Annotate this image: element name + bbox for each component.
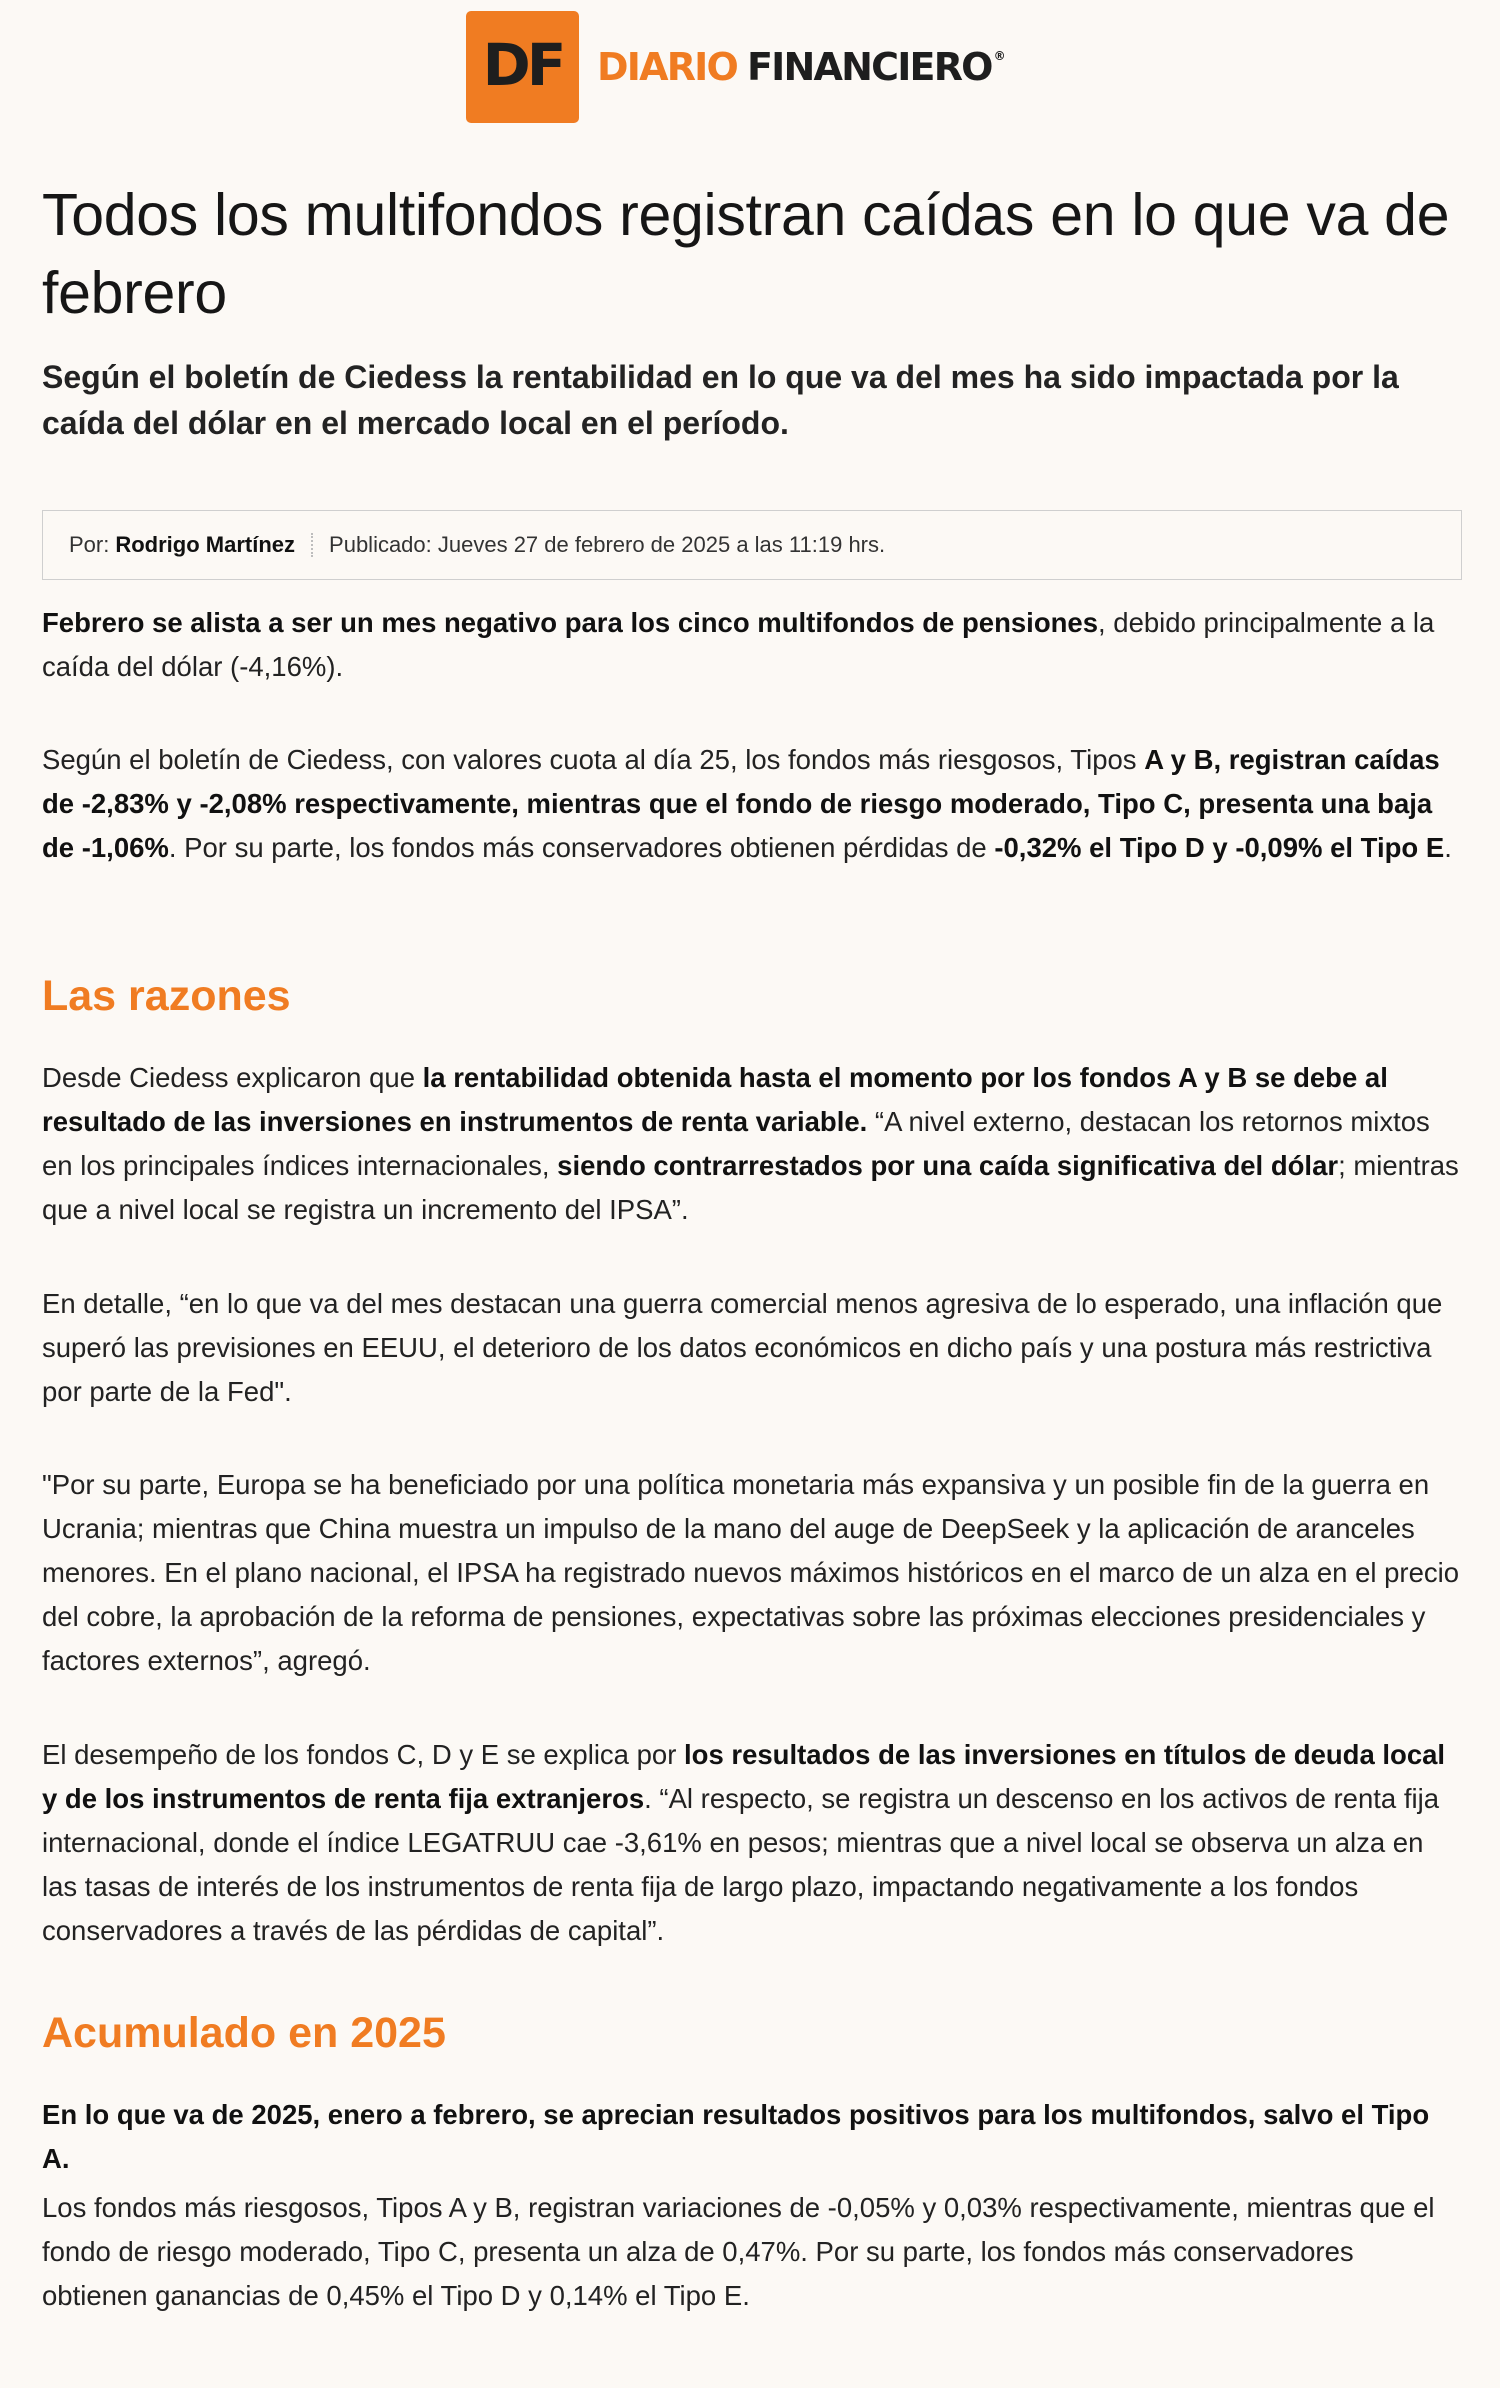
bold-text-run: los resultados de las inversiones en títulos de deuda local y de los instrumentos de renta fija extranjeros [42,1739,1446,1814]
text-run: "Por su parte, Europa se ha beneficiado por una política monetaria más expansiva y un posible fin de la guerra en Ucrania; mientras que China muestra un impulso de la mano del auge de DeepSeek y la aplicación de aranceles menores. En el plano nacional, el IPSA ha registrado nuevos máximos históricos en el marco de un alza en el precio del cobre, la aprobación de la reforma de pensiones, expectativas sobre las próximas elecciones presidenciales y factores externos”, agregó. [42,1469,1460,1676]
logo-initials: DF [482,31,563,99]
author-prefix: Por: [69,532,110,557]
registered-mark: ® [993,49,1006,63]
text-run: . [1444,832,1452,863]
publish-date: Publicado: Jueves 27 de febrero de 2025 a las 11:19 hrs. [329,532,886,557]
text-run: En detalle, “en lo que va del mes destacan una guerra comercial menos agresiva de lo esperado, una inflación que superó las previsiones en EEUU, el deterioro de los datos económicos en dicho país y una postura más restrictiva por parte de la Fed". [42,1288,1443,1407]
text-run: . Por su parte, los fondos más conservadores obtienen pérdidas de [168,832,995,863]
article-title: Todos los multifondos registran caídas en lo que va de febrero [42,182,1450,326]
paragraph-1 [42,601,1462,689]
paragraph-4 [42,1282,1462,1414]
masthead [0,0,1500,132]
bold-text-run: Febrero se alista a ser un mes negativo para los cinco multifondos de pensiones [42,607,1098,638]
brand-logo[interactable] [466,11,1006,123]
text-run: Los fondos más riesgosos, Tipos A y B, registran variaciones de -0,05% y 0,03% respectivamente, mientras que el fondo de riesgo moderado, Tipo C, presenta un alza de 0,47%. Por su parte, los fondos más conservadores obtienen ganancias de 0,45% el Tipo D y 0,14% el Tipo E. [42,2192,1435,2311]
author-name[interactable]: Rodrigo Martínez [115,532,296,557]
bold-text-run: -0,32% el Tipo D y -0,09% el Tipo E [994,832,1445,863]
text-run: Desde Ciedess explicaron que [42,1062,423,1093]
article-subtitle: Según el boletín de Ciedess la rentabilidad en lo que va del mes ha sido impactada por la caída del dólar en el mercado local en el período. [42,359,1399,441]
byline-box [42,510,1462,580]
bold-text-run: siendo contrarrestados por una caída significativa del dólar [557,1150,1339,1181]
text-run: , debido principalmente a la caída del dólar (-4,16%). [42,607,1435,682]
bold-text-run: A y B, registran caídas de -2,83% y -2,08% respectivamente, mientras que el fondo de riesgo moderado, Tipo C, presenta una baja de -1,06% [42,744,1440,863]
text-run: “A nivel externo, destacan los retornos mixtos en los principales índices internacionales, [42,1106,1430,1181]
paragraph-6 [42,1733,1462,1953]
section-title-acumulado: Acumulado en 2025 [42,2009,446,2057]
paragraph-8 [42,2186,1462,2318]
brand-word-diario: DIARIO [597,45,737,89]
paragraph-3 [42,1056,1462,1232]
section-title-razones: Las razones [42,972,291,1020]
text-run: ; mientras que a nivel local se registra un incremento del IPSA”. [42,1150,1459,1225]
bold-text-run: En lo que va de 2025, enero a febrero, se aprecian resultados positivos para los multifondos, salvo el Tipo A. [42,2099,1430,2174]
paragraph-5 [42,1463,1462,1683]
bold-text-run: la rentabilidad obtenida hasta el momento por los fondos A y B se debe al resultado de las inversiones en instrumentos de renta variable. [42,1062,1388,1137]
brand-wordmark [597,45,1006,89]
text-run: El desempeño de los fondos C, D y E se explica por [42,1739,685,1770]
paragraph-2 [42,738,1462,870]
brand-word-financiero: FINANCIERO [747,45,992,89]
paragraph-7 [42,2093,1462,2181]
byline-divider [311,533,313,557]
df-logo-icon [466,11,579,123]
text-run: . “Al respecto, se registra un descenso en los activos de renta fija internacional, donde el índice LEGATRUU cae -3,61% en pesos; mientras que a nivel local se observa un alza en las tasas de interés de los instrumentos de renta fija de largo plazo, impactando negativamente a los fondos conservadores a través de las pérdidas de capital”. [42,1783,1439,1946]
text-run: Según el boletín de Ciedess, con valores cuota al día 25, los fondos más riesgosos, Tipos [42,744,1145,775]
